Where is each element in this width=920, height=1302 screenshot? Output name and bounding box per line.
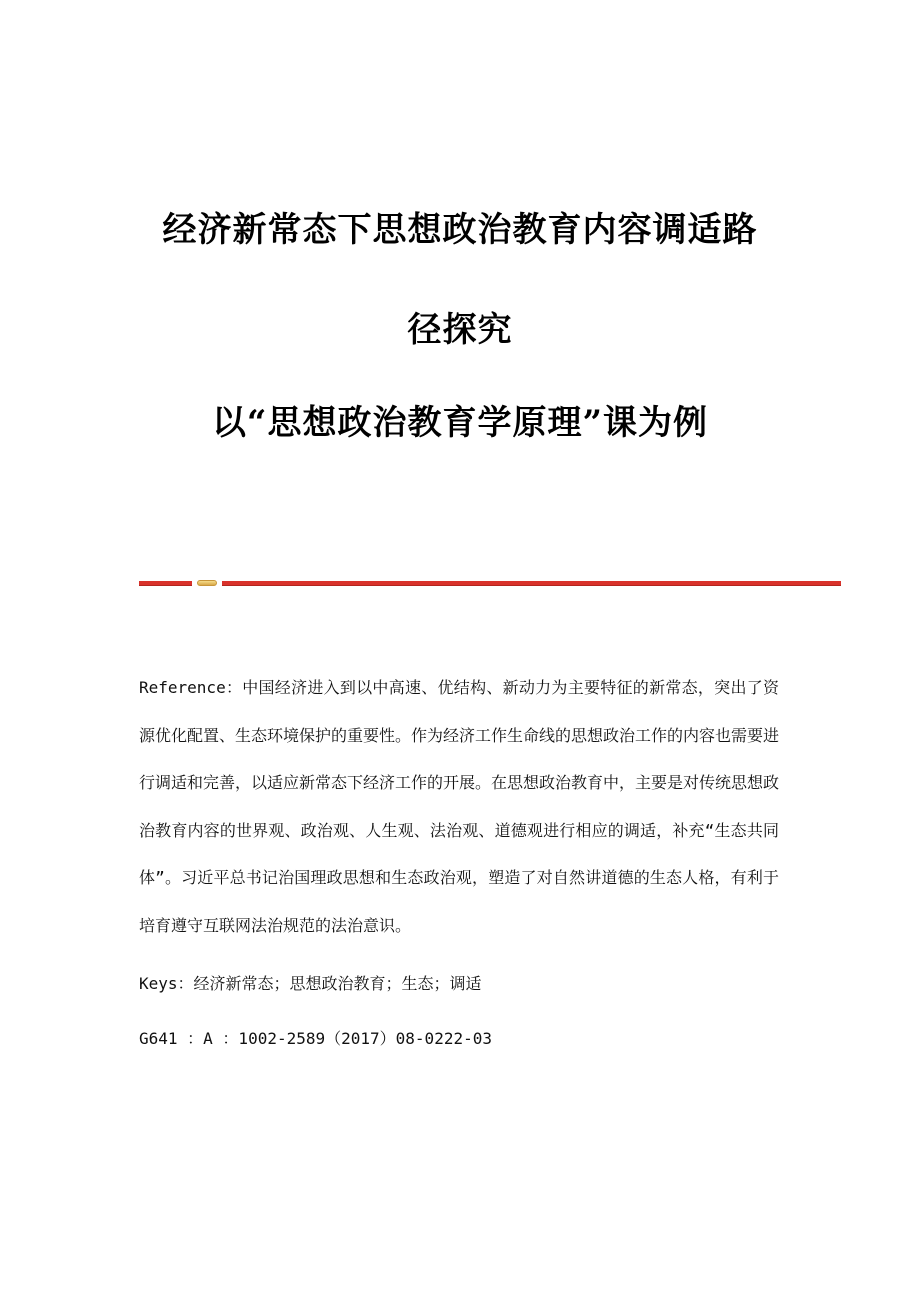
subtitle: 以“思想政治教育学原理”课为例 [211,403,709,443]
abstract-text: 中国经济进入到以中高速、优结构、新动力为主要特征的新常态，突出了资源优化配置、生态环境保护的重要性。作为经济工作生命线的思想政治工作的内容也需要进行调适和完善，以适应新常态下经济工作的开展。在思想政治教育中，主要是对传统思想政治教育内容的世界观、政治观、人生观、法治观、道德观进行相应的调适，补充“生态共同体”。习近平总书记治国理政思想和生态政治观，塑造了对自然讲道德的生态人格，有利于培育遵守互联网法治规范的法治意识。 [139,678,780,935]
keywords-label: Keys： [139,973,194,993]
divider-ornament-icon [197,580,217,586]
divider-bar-left [139,581,192,586]
keywords-text: 经济新常态；思想政治教育；生态；调适 [193,973,482,993]
classification-line: G641 ：A ：1002-2589（2017）08-0222-03 [139,1029,492,1049]
abstract-label: Reference： [139,678,243,697]
keywords-line [139,960,779,1008]
body-block [139,664,779,1063]
title-line-1: 经济新常态下思想政治教育内容调适路 [162,210,758,250]
divider-bar-right [222,581,841,586]
title-block [0,210,920,443]
abstract-paragraph [139,664,779,950]
title-divider [139,581,841,587]
title-line-2: 径探究 [407,310,513,350]
